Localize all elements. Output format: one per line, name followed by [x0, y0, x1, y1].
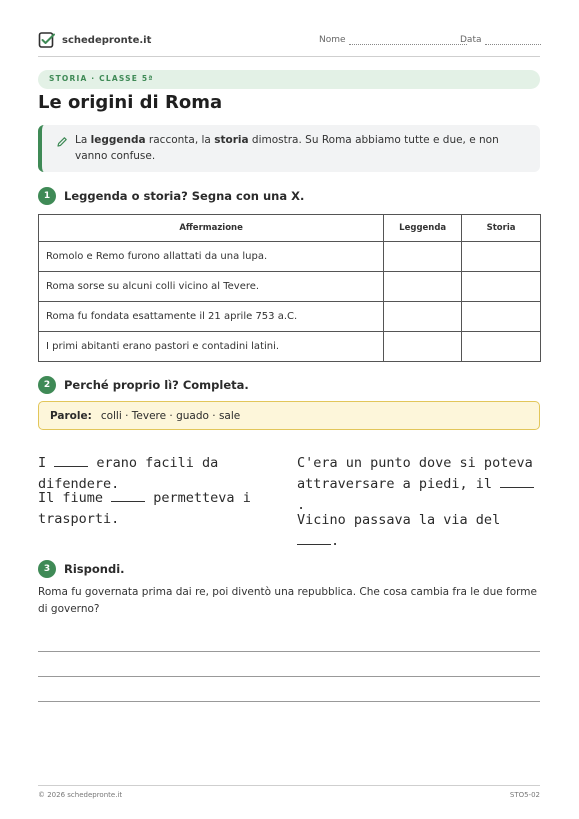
name-field[interactable] [319, 35, 467, 45]
open-question: Roma fu governata prima dai re, poi diventò una repubblica. Che cosa cambia fra le due forme di governo? [38, 586, 537, 615]
fill-sentence-2: Il fiume permetteva i trasporti. [38, 490, 251, 527]
history-checkbox-cell[interactable] [462, 302, 541, 332]
subject-badge-text: STORIA · CLASSE 5ª [49, 74, 154, 83]
statement-cell: Roma sorse su alcuni colli vicino al Tevere. [39, 272, 384, 302]
fill-sentence-4: Vicino passava la via del . [297, 512, 501, 549]
date-line [485, 35, 541, 45]
section-1-number: 1 [38, 187, 56, 205]
answer-line[interactable] [38, 701, 540, 702]
statement-cell: I primi abitanti erano pastori e contadini latini. [39, 332, 384, 362]
statement-cell: Roma fu fondata esattamente il 21 aprile 753 a.C. [39, 302, 384, 332]
answer-line[interactable] [38, 676, 540, 677]
table-row [39, 272, 541, 302]
brand-name: schedepronte.it [62, 34, 152, 46]
footer-copyright: © 2026 schedepronte.it [38, 791, 123, 799]
section-2-header [38, 376, 249, 394]
word-bank [38, 401, 540, 430]
column-header-legend: Leggenda [384, 215, 462, 242]
date-label: Data [460, 35, 482, 45]
worksheet-page [38, 0, 540, 819]
section-1-title: Leggenda o storia? Segna con una X. [64, 189, 305, 203]
word-bank-words: colli · Tevere · guado · sale [100, 409, 241, 422]
answer-line[interactable] [38, 651, 540, 652]
fill-sentence-3: C'era un punto dove si poteva attraversare a piedi, il . [297, 455, 533, 513]
history-checkbox-cell[interactable] [462, 272, 541, 302]
section-3-title: Rispondi. [64, 562, 125, 576]
legend-checkbox-cell[interactable] [384, 332, 462, 362]
section-1-header [38, 187, 304, 205]
brand-logo [38, 31, 151, 49]
blank-input[interactable] [111, 489, 145, 502]
legend-checkbox-cell[interactable] [384, 242, 462, 272]
name-line [349, 35, 467, 45]
table-row [39, 302, 541, 332]
intro-text: La leggenda racconta, la storia dimostra. Su Roma abbiamo tutte e due, e non vanno confuse. [75, 134, 499, 162]
page-footer [38, 785, 540, 799]
footer-code: STO5-02 [509, 791, 540, 799]
word-bank-label: Parole: [50, 409, 92, 422]
page-title: Le origini di Roma [38, 92, 223, 113]
pencil-icon [56, 136, 68, 148]
intro-box [38, 125, 540, 172]
page-header [38, 30, 540, 57]
section-2-title: Perché proprio lì? Completa. [64, 378, 249, 392]
history-checkbox-cell[interactable] [462, 242, 541, 272]
name-label: Nome [319, 35, 346, 45]
history-checkbox-cell[interactable] [462, 332, 541, 362]
blank-input[interactable] [500, 475, 534, 488]
section-2-number: 2 [38, 376, 56, 394]
blank-input[interactable] [297, 532, 331, 545]
date-field[interactable] [460, 35, 541, 45]
section-3-header [38, 560, 125, 578]
statement-cell: Romolo e Remo furono allattati da una lupa. [39, 242, 384, 272]
checkbox-document-icon [38, 31, 56, 49]
legend-checkbox-cell[interactable] [384, 272, 462, 302]
classification-table [38, 214, 541, 362]
subject-badge [38, 70, 540, 89]
blank-input[interactable] [54, 454, 88, 467]
section-3-number: 3 [38, 560, 56, 578]
column-header-history: Storia [462, 215, 541, 242]
column-header-statement: Affermazione [39, 215, 384, 242]
table-row [39, 332, 541, 362]
table-row [39, 242, 541, 272]
table-header-row [39, 215, 541, 242]
legend-checkbox-cell[interactable] [384, 302, 462, 332]
fill-sentence-1: I erano facili da difendere. [38, 455, 219, 492]
